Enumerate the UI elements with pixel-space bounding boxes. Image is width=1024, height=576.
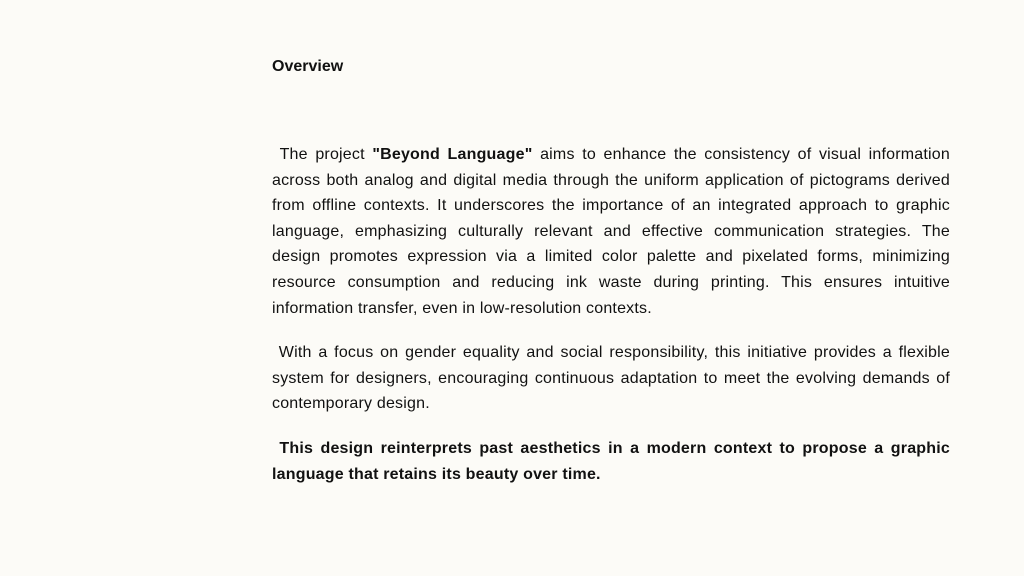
intro-paragraph [272,142,950,321]
closing-statement: This design reinterprets past aesthetics in a modern context to propose a graphic language that retains its beauty over time. [272,439,950,483]
overview-body [272,142,950,487]
section-heading: Overview [272,58,344,75]
intro-text-rest: aims to enhance the consistency of visual information across both analog and digital media through the uniform application of pictograms derived from offline contexts. It underscores the importance of an integrated approach to graphic language, emphasizing culturally relevant and effective communication strategies. The design promotes expression via a limited color palette and pixelated forms, minimizing resource consumption and reducing ink waste during printing. This ensures intuitive information transfer, even in low-resolution contexts. [272,146,950,317]
project-title: "Beyond Language" [372,146,533,163]
focus-paragraph: With a focus on gender equality and social responsibility, this initiative provides a flexible system for designers, encouraging continuous adaptation to meet the evolving demands of contemporary design. [272,344,950,413]
intro-text-start: The project [279,146,373,163]
